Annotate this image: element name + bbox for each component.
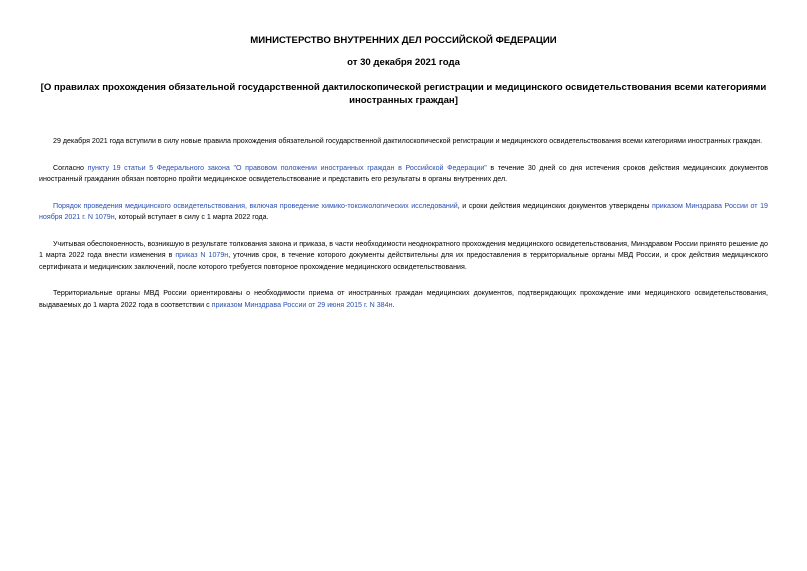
order-1079n-link[interactable]: приказом Минздрава России от 19 ноября 2021 г. N 1079н: [39, 201, 768, 221]
paragraph-4-text-1: Учитывая обеспокоенность, возникшую в результате толкования закона и приказа, в части необходимости неоднократного прохождения медицинского освидетельствования, Минздравом России принято решение до 1 марта 2022 года внести изменения в: [39, 239, 768, 259]
paragraph-1-text: 29 декабря 2021 года вступили в силу новые правила прохождения обязательной государственной дактилоскопической регистрации и медицинского освидетельствования всеми категориями иностранных граждан.: [53, 137, 763, 145]
order-384n-link[interactable]: приказом Минздрава России от 29 июня 2015 г. N 384н: [211, 300, 393, 309]
paragraph-5-text-1: Территориальные органы МВД России ориентированы о необходимости приема от иностранных граждан медицинских документов, подтверждающих прохождение ими медицинского освидетельствования, выдаваемых до 1 марта 2022 года в соответствии с: [39, 289, 768, 309]
paragraph-5: [39, 288, 768, 311]
document-title: [О правилах прохождения обязательной государственной дактилоскопической регистрации и медицинского освидетельствования всеми категориями иностранных граждан]: [40, 82, 767, 106]
document-date: от 30 декабря 2021 года: [347, 57, 460, 68]
paragraph-5-text-2: .: [392, 300, 395, 309]
paragraph-4-text-2: , уточнив срок, в течение которого документы действительны для их предоставления в территориальные органы МВД России, и срок действия медицинского сертификата и медицинских заключений, после которого требуется повторное прохождение медицинского освидетельствования.: [39, 251, 769, 271]
order-1079n-short-link[interactable]: приказ N 1079н: [175, 251, 229, 259]
law-article-link[interactable]: пункту 19 статьи 5 Федерального закона "О правовом положении иностранных граждан в Российской Федерации": [87, 163, 487, 172]
paragraph-4: [39, 239, 768, 274]
paragraph-3-text-2: , который вступает в силу с 1 марта 2022 года.: [114, 213, 269, 221]
paragraph-2-text-1: Согласно: [53, 163, 88, 172]
paragraph-3-text-1: , и сроки действия медицинских документов утверждены: [457, 201, 652, 210]
paragraph-2: [39, 163, 768, 186]
paragraph-2-text-2: в течение 30 дней со дня истечения сроков действия медицинских документов иностранный гражданин обязан повторно пройти медицинское освидетельствование и представить его результаты в органы внутренних дел.: [39, 163, 768, 183]
paragraph-1: [39, 136, 768, 148]
document-page: [39, 34, 768, 311]
paragraph-3: [39, 201, 768, 224]
medical-procedure-link[interactable]: Порядок проведения медицинского освидетельствования, включая проведение химико-токсикологических исследований: [53, 201, 458, 210]
ministry-heading: МИНИСТЕРСТВО ВНУТРЕННИХ ДЕЛ РОССИЙСКОЙ ФЕДЕРАЦИИ: [250, 35, 557, 46]
